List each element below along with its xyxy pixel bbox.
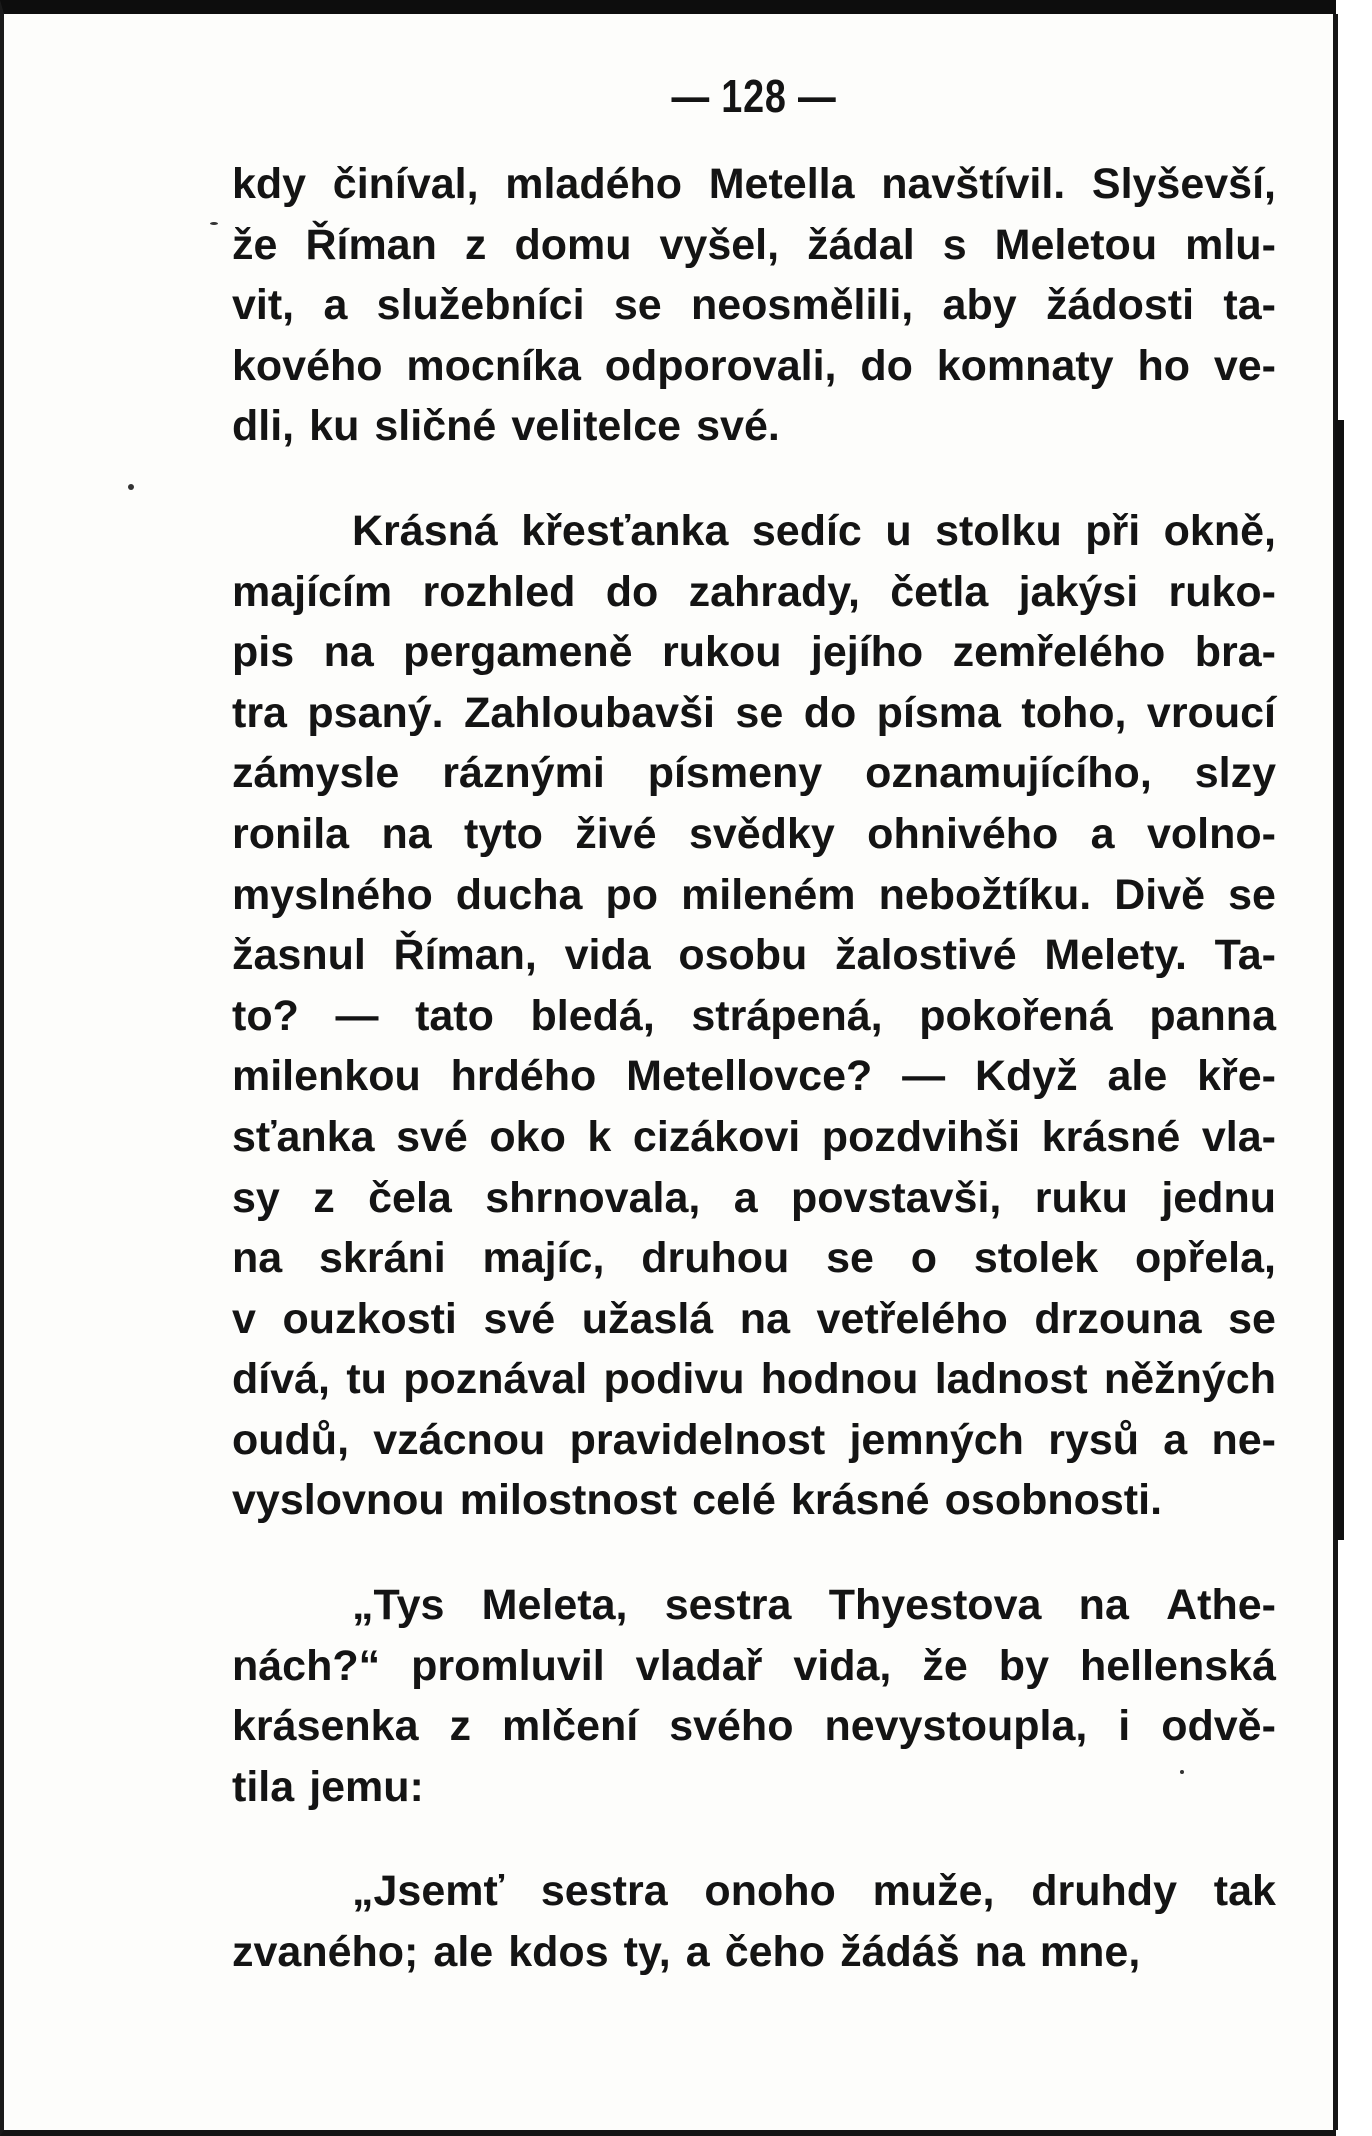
text-line: ronila na tyto živé svědky ohnivého a volno- xyxy=(232,809,1276,858)
text-line: oudů, vzácnou pravidelnost jemných rysů a ne- xyxy=(232,1415,1276,1464)
text-line: že Říman z domu vyšel, žádal s Meletou mlu- xyxy=(232,220,1276,269)
paragraph-gap xyxy=(232,1531,1276,1575)
text-line: dívá, tu poznával podivu hodnou ladnost něžných xyxy=(232,1355,1276,1404)
text-line: Krásná křesťanka sedíc u stolku při okně, xyxy=(352,506,1276,555)
book-page xyxy=(232,56,1276,1983)
text-line: kdy činíval, mladého Metella navštívil. Slyševší, xyxy=(232,160,1276,208)
text-line: sťanka své oko k cizákovi pozdvihši krásné vla- xyxy=(232,1112,1276,1161)
text-line: pis na pergameně rukou jejího zemřelého bra- xyxy=(232,628,1276,677)
text-line: „Tys Meleta, sestra Thyestova na Athe- xyxy=(352,1581,1276,1630)
ink-speck xyxy=(210,222,218,225)
text-line: myslného ducha po mileném nebožtíku. Divě se xyxy=(232,870,1276,919)
paragraph-gap xyxy=(232,457,1276,501)
text-line: zámysle ráznými písmeny oznamujícího, slzy xyxy=(232,749,1276,798)
page-number: — 128 — xyxy=(671,70,837,122)
ink-speck xyxy=(128,484,134,490)
text-line: žasnul Říman, vida osobu žalostivé Melety. Ta- xyxy=(232,931,1276,980)
text-line: v ouzkosti své užaslá na vetřelého drzouna se xyxy=(232,1294,1276,1343)
paragraph-gap xyxy=(232,1817,1276,1861)
text-line: tra psaný. Zahloubavši se do písma toho, vroucí xyxy=(232,688,1276,737)
ink-speck xyxy=(1180,1770,1184,1774)
body-text xyxy=(232,154,1276,1983)
paragraph xyxy=(232,1575,1276,1817)
text-line: majícím rozhled do zahrady, četla jakýsi ruko- xyxy=(232,567,1276,616)
text-line: vit, a služebníci se neosmělili, aby žádosti ta- xyxy=(232,281,1276,330)
text-line: milenkou hrdého Metellovce? — Když ale kře- xyxy=(232,1052,1276,1101)
text-line: na skráni majíc, druhou se o stolek opřela, xyxy=(232,1234,1276,1283)
paragraph xyxy=(232,1861,1276,1982)
text-line: krásenka z mlčení svého nevystoupla, i odvě- xyxy=(232,1702,1276,1751)
paragraph xyxy=(232,154,1276,457)
text-line: to? — tato bledá, strápená, pokořená panna xyxy=(232,991,1276,1040)
text-line: kového mocníka odporovali, do komnaty ho ve- xyxy=(232,341,1276,390)
text-line: sy z čela shrnovala, a povstavši, ruku jednu xyxy=(232,1173,1276,1222)
text-line: tila jemu: xyxy=(232,1762,424,1811)
text-line: „Jsemť sestra onoho muže, druhdy tak xyxy=(352,1867,1276,1916)
paragraph xyxy=(232,501,1276,1531)
text-line: nách?“ promluvil vladař vida, že by hellenská xyxy=(232,1641,1276,1690)
binding-shadow xyxy=(1335,420,1344,1540)
text-line: vyslovnou milostnost celé krásné osobnosti. xyxy=(232,1476,1163,1525)
text-line: dli, ku sličné velitelce své. xyxy=(232,402,780,451)
text-line: zvaného; ale kdos ty, a čeho žádáš na mne, xyxy=(232,1928,1141,1977)
